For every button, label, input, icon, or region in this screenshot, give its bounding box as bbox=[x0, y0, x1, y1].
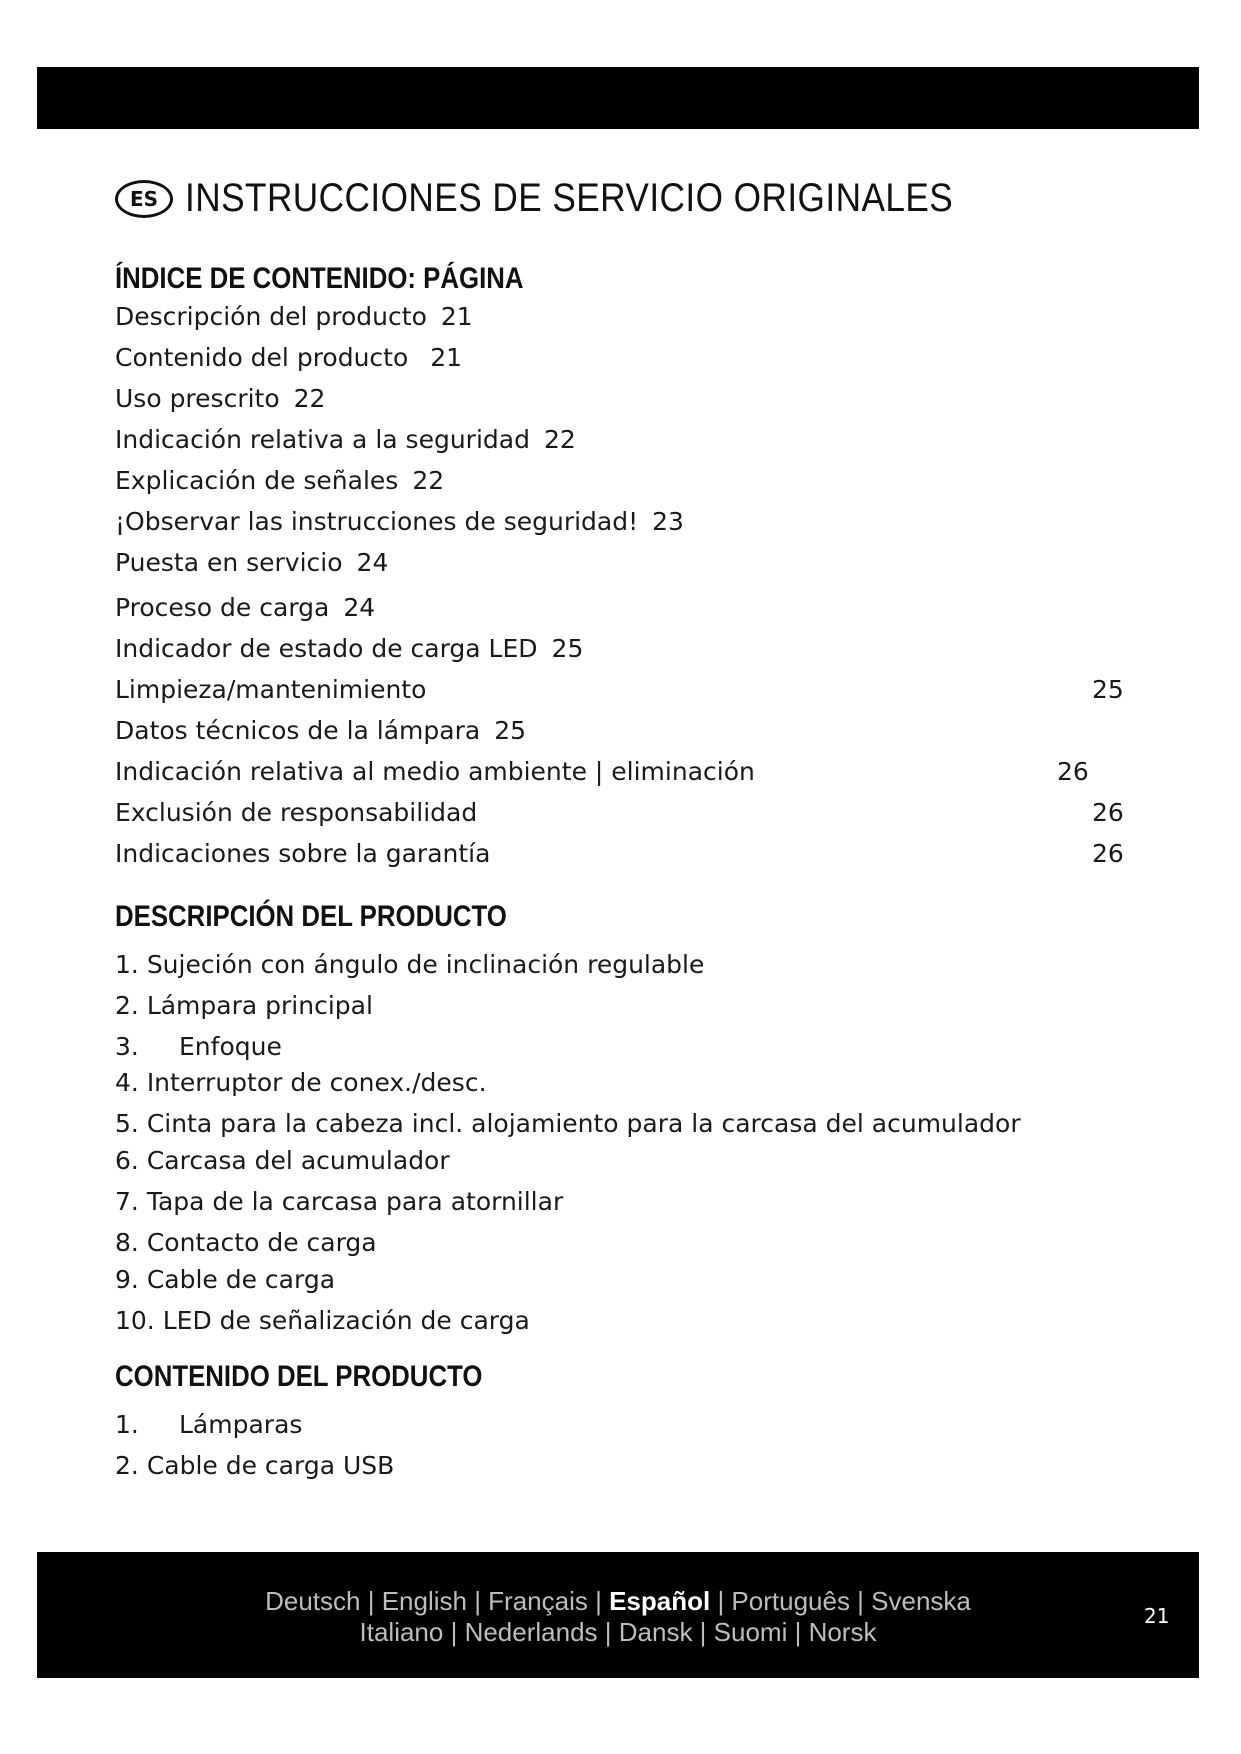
toc-entry[interactable] bbox=[115, 466, 444, 495]
list-item-text: Cable de carga USB bbox=[146, 1451, 395, 1480]
list-item bbox=[115, 1410, 302, 1439]
list-item-number: 5. bbox=[115, 1109, 139, 1138]
title-row bbox=[115, 176, 1058, 221]
toc-entry-label: Datos técnicos de la lámpara bbox=[115, 716, 481, 745]
separator: | bbox=[443, 1617, 465, 1647]
list-item-text: Contacto de carga bbox=[146, 1228, 377, 1257]
separator: | bbox=[692, 1617, 714, 1647]
list-item-number: 10. bbox=[115, 1306, 155, 1335]
toc-entry-page: 21 bbox=[440, 302, 473, 331]
page-title: INSTRUCCIONES DE SERVICIO ORIGINALES bbox=[185, 176, 954, 220]
language-link-portugues[interactable]: Português bbox=[731, 1586, 850, 1616]
separator: | bbox=[710, 1586, 732, 1616]
toc-entry[interactable] bbox=[115, 425, 576, 454]
list-item-number: 6. bbox=[115, 1146, 139, 1175]
list-item-text: Sujeción con ángulo de inclinación regulable bbox=[146, 950, 705, 979]
toc-entry-page: 25 bbox=[551, 634, 584, 663]
list-item bbox=[115, 950, 704, 979]
list-item bbox=[115, 1109, 1021, 1138]
toc-entry-page: 22 bbox=[293, 384, 326, 413]
separator: | bbox=[849, 1586, 872, 1616]
list-item-text: Enfoque bbox=[179, 1032, 282, 1061]
toc-entry-label: Contenido del producto bbox=[115, 343, 409, 372]
toc-entry-page: 22 bbox=[412, 466, 445, 495]
language-link-espanol-active[interactable]: Español bbox=[609, 1586, 711, 1616]
toc-entry[interactable] bbox=[115, 548, 388, 577]
toc-entry-label: Explicación de señales bbox=[115, 466, 399, 495]
language-link-norsk[interactable]: Norsk bbox=[808, 1617, 877, 1647]
toc-entry-page: 26 bbox=[1092, 798, 1124, 827]
language-link-deutsch[interactable]: Deutsch bbox=[265, 1586, 361, 1616]
toc-entry-page: 25 bbox=[494, 716, 526, 745]
list-item-text: Lámparas bbox=[179, 1410, 303, 1439]
language-badge: ES bbox=[115, 180, 173, 218]
toc-entry[interactable] bbox=[115, 302, 473, 331]
list-item bbox=[115, 1146, 450, 1175]
list-item bbox=[115, 991, 373, 1020]
list-item-number: 2. bbox=[115, 991, 139, 1020]
language-selector bbox=[37, 1586, 1199, 1648]
list-item-number: 3. bbox=[115, 1032, 139, 1061]
toc-entry-page: 26 bbox=[1057, 757, 1089, 786]
separator: | bbox=[787, 1617, 809, 1647]
toc-entry-label: Limpieza/mantenimiento bbox=[115, 675, 427, 704]
separator: | bbox=[360, 1586, 382, 1616]
list-item bbox=[115, 1068, 487, 1097]
language-line-1 bbox=[37, 1586, 1199, 1617]
toc-entry-label: Indicador de estado de carga LED bbox=[115, 634, 538, 663]
list-item-text: Interruptor de conex./desc. bbox=[146, 1068, 487, 1097]
toc-entry[interactable] bbox=[115, 798, 477, 827]
product-description-heading: DESCRIPCIÓN DEL PRODUCTO bbox=[115, 900, 507, 933]
toc-entry-label: ¡Observar las instrucciones de seguridad! bbox=[115, 507, 639, 536]
product-contents-heading: CONTENIDO DEL PRODUCTO bbox=[115, 1360, 483, 1393]
list-item-text: Cinta para la cabeza incl. alojamiento para la carcasa del acumulador bbox=[146, 1109, 1021, 1138]
toc-entry[interactable] bbox=[115, 716, 526, 745]
language-link-italiano[interactable]: Italiano bbox=[359, 1617, 444, 1647]
list-item bbox=[115, 1306, 530, 1335]
language-link-suomi[interactable]: Suomi bbox=[713, 1617, 788, 1647]
list-item-text: Lámpara principal bbox=[146, 991, 373, 1020]
toc-entry-page: 25 bbox=[1092, 675, 1124, 704]
toc-entry-page: 23 bbox=[652, 507, 684, 536]
toc-heading: ÍNDICE DE CONTENIDO: PÁGINA bbox=[115, 262, 524, 295]
toc-entry[interactable] bbox=[115, 507, 684, 536]
list-item bbox=[115, 1228, 377, 1257]
toc-entry-label: Indicación relativa al medio ambiente | eliminación bbox=[115, 757, 755, 786]
toc-entry-page: 22 bbox=[543, 425, 576, 454]
toc-entry-label: Exclusión de responsabilidad bbox=[115, 798, 478, 827]
toc-entry-label: Indicaciones sobre la garantía bbox=[115, 839, 491, 868]
list-item-number: 7. bbox=[115, 1187, 139, 1216]
toc-entry[interactable] bbox=[115, 675, 426, 704]
toc-entry-label: Descripción del producto bbox=[115, 302, 427, 331]
language-link-dansk[interactable]: Dansk bbox=[618, 1617, 693, 1647]
list-item-number: 8. bbox=[115, 1228, 139, 1257]
toc-entry-page: 24 bbox=[343, 593, 376, 622]
language-link-svenska[interactable]: Svenska bbox=[871, 1586, 971, 1616]
list-item-text: LED de señalización de carga bbox=[162, 1306, 530, 1335]
separator: | bbox=[587, 1586, 610, 1616]
list-item-number: 1. bbox=[115, 1410, 139, 1439]
list-item bbox=[115, 1265, 335, 1294]
list-item bbox=[115, 1032, 282, 1061]
list-item-text: Cable de carga bbox=[146, 1265, 336, 1294]
list-item-text: Tapa de la carcasa para atornillar bbox=[146, 1187, 564, 1216]
toc-entry[interactable] bbox=[115, 384, 325, 413]
language-link-nederlands[interactable]: Nederlands bbox=[464, 1617, 598, 1647]
toc-entry-page: 21 bbox=[430, 343, 463, 372]
separator: | bbox=[466, 1586, 489, 1616]
language-line-2 bbox=[37, 1617, 1199, 1648]
toc-entry-label: Proceso de carga bbox=[115, 593, 330, 622]
toc-entry[interactable] bbox=[115, 343, 462, 372]
toc-entry-label: Puesta en servicio bbox=[115, 548, 343, 577]
language-link-francais[interactable]: Français bbox=[488, 1586, 588, 1616]
list-item-number: 1. bbox=[115, 950, 139, 979]
page-number: 21 bbox=[1144, 1604, 1170, 1628]
toc-entry-page: 26 bbox=[1092, 839, 1124, 868]
toc-entry[interactable] bbox=[115, 634, 583, 663]
toc-entry[interactable] bbox=[115, 757, 755, 786]
list-item bbox=[115, 1187, 563, 1216]
toc-entry-label: Uso prescrito bbox=[115, 384, 280, 413]
list-item-number: 4. bbox=[115, 1068, 139, 1097]
toc-entry-label: Indicación relativa a la seguridad bbox=[115, 425, 530, 454]
list-item bbox=[115, 1451, 394, 1480]
list-item-number: 9. bbox=[115, 1265, 139, 1294]
top-black-bar bbox=[37, 67, 1199, 129]
toc-entry[interactable] bbox=[115, 839, 490, 868]
list-item-text: Carcasa del acumulador bbox=[146, 1146, 450, 1175]
toc-entry[interactable] bbox=[115, 593, 375, 622]
toc-entry-page: 24 bbox=[356, 548, 389, 577]
list-item-number: 2. bbox=[115, 1451, 139, 1480]
separator: | bbox=[597, 1617, 619, 1647]
language-link-english[interactable]: English bbox=[381, 1586, 467, 1616]
